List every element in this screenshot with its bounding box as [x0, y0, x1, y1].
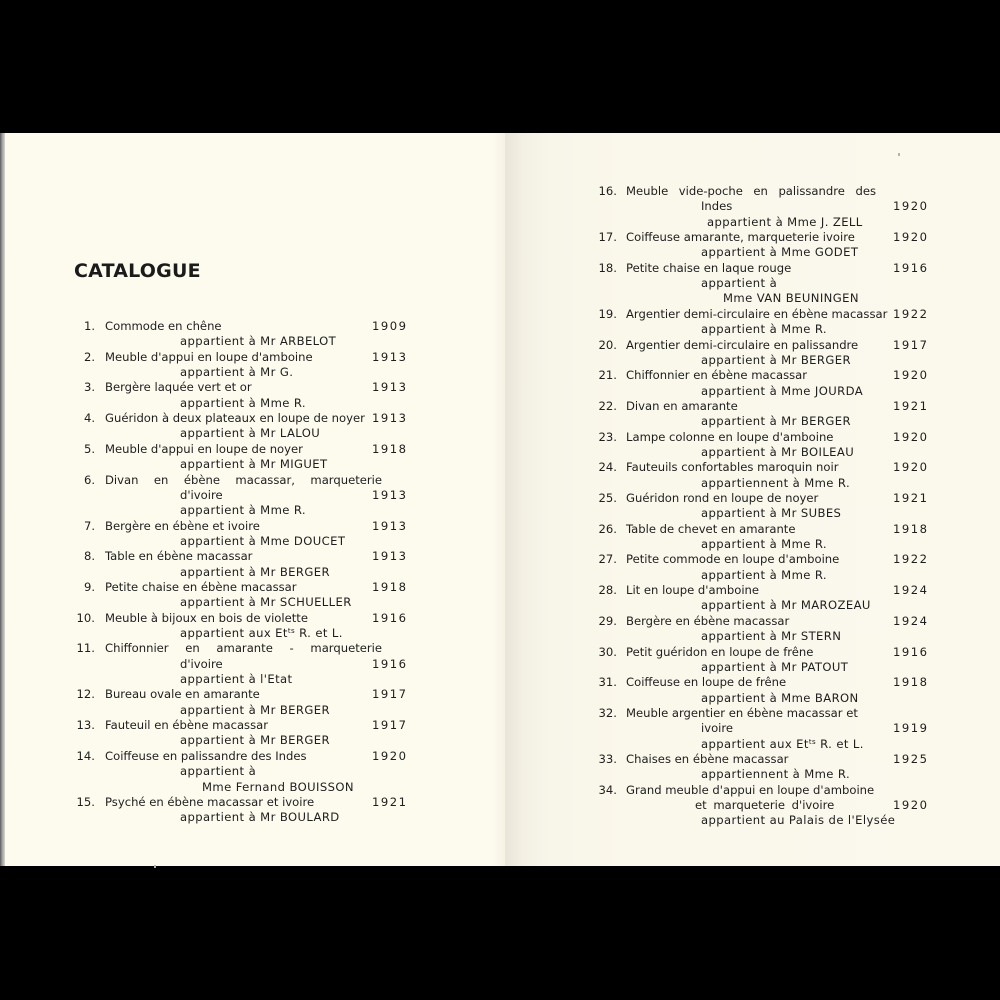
- entry-number: 19.: [598, 306, 617, 321]
- paper-speck: [898, 153, 900, 156]
- book-spread: [0, 133, 1000, 866]
- entry-number: 16.: [598, 184, 617, 198]
- entry-owner: appartiennent à Mme R.: [701, 475, 851, 490]
- entry-year: 1913: [372, 487, 408, 502]
- entry-year: 1921: [893, 491, 929, 505]
- entry-owner: appartient à Mr G.: [180, 365, 294, 380]
- entry-year: 1913: [372, 518, 408, 533]
- entry-description: Bergère en ébène macassar: [626, 613, 790, 628]
- entry-year: 1921: [372, 794, 408, 809]
- entry-owner: appartient à Mr LALOU: [180, 426, 321, 441]
- entry-year: 1920: [893, 199, 929, 214]
- entry-description: Meuble d'appui en loupe de noyer: [105, 441, 303, 456]
- entry-owner: appartient aux $Et^{ts}$ R. et L.: [180, 626, 343, 640]
- entry-owner: appartient à Mr BERGER: [180, 702, 330, 717]
- entry-description: Chaises en ébène macassar: [626, 751, 789, 766]
- entry-owner: appartient à Mr SUBES: [701, 506, 842, 521]
- entry-owner: Mme Fernand BOUISSON: [202, 779, 354, 794]
- entry-description: Coiffeuse amarante, marqueterie ivoire: [626, 230, 855, 245]
- entry-owner: appartient à Mme R.: [701, 322, 828, 337]
- superscript: ts: [808, 737, 817, 746]
- entry-year: 1913: [372, 380, 408, 395]
- entry-number: 24.: [598, 460, 617, 475]
- entry-owner: appartient à Mme R.: [180, 395, 307, 410]
- entry-description: Bergère en ébène et ivoire: [105, 518, 260, 533]
- entry-number: 26.: [598, 521, 617, 536]
- entry-description: Chiffonnier en ébène macassar: [626, 368, 808, 383]
- entry-number: 4.: [83, 411, 95, 426]
- superscript: ts: [287, 627, 296, 635]
- entry-description: Divan en amarante: [626, 398, 738, 413]
- entry-owner: appartient à Mr BERGER: [180, 564, 330, 579]
- entry-year: 1913: [372, 349, 408, 364]
- entry-number: 9.: [83, 579, 95, 594]
- entry-year: 1920: [893, 368, 929, 383]
- entry-owner: appartient aux $Et^{ts}$ R. et L.: [701, 736, 864, 751]
- entry-year: 1917: [372, 718, 408, 733]
- entry-year: 1909: [372, 319, 408, 333]
- entry-description: Meuble argentier en ébène macassar et: [626, 705, 858, 720]
- entry-description: Bergère laquée vert et or: [105, 380, 252, 395]
- entry-year: 1918: [372, 579, 408, 594]
- entry-number: 31.: [598, 675, 617, 690]
- entry-owner: appartient à Mr BERGER: [701, 414, 851, 429]
- entry-owner: appartient à Mme BARON: [701, 690, 859, 705]
- entry-owner: appartient à Mme DOUCET: [180, 533, 346, 548]
- entry-number: 23.: [598, 429, 617, 444]
- entry-number: 32.: [598, 705, 617, 720]
- entry-description: Guéridon à deux plateaux en loupe de noyer: [105, 411, 365, 426]
- entry-year: 1920: [893, 798, 929, 812]
- entry-number: 3.: [83, 380, 95, 395]
- entry-description: Petit guéridon en loupe de frêne: [626, 644, 814, 659]
- entry-description: Indes: [701, 199, 733, 214]
- entry-description: Divan en ébène macassar, marqueterie: [105, 472, 382, 487]
- entry-number: 27.: [598, 552, 617, 567]
- entry-owner: appartient à Mme GODET: [701, 245, 859, 260]
- entry-description: Petite chaise en laque rouge: [626, 260, 792, 275]
- entry-number: 6.: [83, 472, 95, 487]
- entry-owner: appartient à Mme R.: [180, 503, 307, 518]
- entry-owner: appartient à Mr PATOUT: [701, 659, 849, 674]
- entry-number: 12.: [76, 687, 95, 702]
- entry-owner: appartient à Mme R.: [701, 567, 828, 582]
- entry-number: 18.: [598, 260, 617, 275]
- entry-year: 1916: [372, 656, 408, 671]
- entry-number: 30.: [598, 644, 617, 659]
- entry-year: 1913: [372, 411, 408, 426]
- entry-description: Table en ébène macassar: [105, 549, 253, 564]
- entry-description: ivoire: [701, 721, 734, 736]
- entry-number: 5.: [83, 441, 95, 456]
- right-page: [505, 133, 1000, 866]
- entry-description: Bureau ovale en amarante: [105, 687, 260, 702]
- entry-number: 8.: [83, 549, 95, 564]
- entry-year: 1922: [893, 306, 929, 321]
- entry-owner: appartient à Mr SCHUELLER: [180, 595, 352, 610]
- entry-year: 1921: [893, 398, 929, 413]
- entry-owner: Mme VAN BEUNINGEN: [723, 291, 859, 306]
- entry-number: 20.: [598, 337, 617, 352]
- entry-number: 33.: [598, 751, 617, 766]
- entry-description: Meuble à bijoux en bois de violette: [105, 610, 308, 625]
- entry-description: Coiffeuse en loupe de frêne: [626, 675, 787, 690]
- entry-description: Fauteuils confortables maroquin noir: [626, 460, 839, 475]
- entry-owner: appartient à Mme R.: [701, 537, 828, 552]
- entry-year: 1916: [893, 260, 929, 275]
- entry-owner: appartient à l'Etat: [180, 672, 293, 687]
- entry-number: 7.: [83, 518, 95, 533]
- entry-number: 29.: [598, 613, 617, 628]
- entry-number: 15.: [76, 794, 95, 809]
- entry-year: 1916: [893, 644, 929, 659]
- entry-year: 1920: [893, 429, 929, 444]
- entry-number: 34.: [598, 782, 617, 797]
- entry-year: 1920: [893, 460, 929, 475]
- entry-description: Guéridon rond en loupe de noyer: [626, 491, 819, 505]
- entry-number: 1.: [83, 319, 95, 333]
- entry-number: 11.: [76, 641, 95, 656]
- left-page: [5, 133, 505, 866]
- entry-description: Coiffeuse en palissandre des Indes: [105, 748, 307, 763]
- catalogue-list-right: [505, 133, 1000, 866]
- entry-year: 1924: [893, 583, 929, 598]
- entry-owner: appartiennent à Mme R.: [701, 767, 851, 782]
- entry-number: 25.: [598, 491, 617, 505]
- entry-year: 1917: [372, 687, 408, 702]
- entry-owner: appartient à Mr MIGUET: [180, 457, 328, 472]
- entry-owner: appartient à Mr BOULARD: [180, 810, 340, 825]
- entry-year: 1919: [893, 721, 929, 736]
- entry-year: 1920: [372, 748, 408, 763]
- entry-description: Grand meuble d'appui en loupe d'amboine: [626, 782, 875, 797]
- entry-year: 1913: [372, 549, 408, 564]
- entry-description: et marqueterie d'ivoire: [695, 798, 835, 812]
- entry-description: Argentier demi-circulaire en palissandre: [626, 337, 859, 352]
- entry-description: d'ivoire: [180, 656, 223, 671]
- entry-description: Lit en loupe d'amboine: [626, 583, 760, 598]
- entry-description: Table de chevet en amarante: [626, 521, 796, 536]
- entry-description: Fauteuil en ébène macassar: [105, 718, 268, 733]
- entry-description: d'ivoire: [180, 487, 223, 502]
- entry-number: 17.: [598, 230, 617, 245]
- page-edge: [0, 133, 5, 866]
- entry-number: 14.: [76, 748, 95, 763]
- entry-number: 13.: [76, 718, 95, 733]
- entry-year: 1918: [893, 521, 929, 536]
- paper-speck: [154, 865, 156, 868]
- entry-year: 1918: [893, 675, 929, 690]
- entry-description: Meuble d'appui en loupe d'amboine: [105, 349, 313, 364]
- entry-description: Commode en chêne: [105, 319, 222, 333]
- entry-owner: appartient au Palais de l'Elysée: [701, 813, 896, 828]
- entry-number: 28.: [598, 583, 617, 598]
- entry-number: 22.: [598, 398, 617, 413]
- entry-year: 1916: [372, 610, 408, 625]
- entry-owner: appartient à Mr BERGER: [180, 733, 330, 748]
- entry-description: Psyché en ébène macassar et ivoire: [105, 794, 315, 809]
- entry-year: 1917: [893, 337, 929, 352]
- entry-year: 1925: [893, 751, 929, 766]
- entry-number: 10.: [76, 610, 95, 625]
- entry-description: Argentier demi-circulaire en ébène macassar: [626, 306, 888, 321]
- entry-year: 1918: [372, 441, 408, 456]
- entry-description: Chiffonnier en amarante - marqueterie: [105, 641, 382, 656]
- entry-number: 21.: [598, 368, 617, 383]
- entry-year: 1922: [893, 552, 929, 567]
- entry-number: 2.: [83, 349, 95, 364]
- entry-owner: appartient à Mme JOURDA: [701, 383, 864, 398]
- entry-description: Petite commode en loupe d'amboine: [626, 552, 840, 567]
- entry-owner: appartient à: [180, 764, 257, 779]
- entry-year: 1924: [893, 613, 929, 628]
- entry-owner: appartient à Mr BOILEAU: [701, 444, 855, 459]
- entry-owner: appartient à Mme J. ZELL: [707, 214, 863, 229]
- entry-year: 1920: [893, 230, 929, 245]
- catalogue-list-left: [5, 133, 505, 866]
- entry-owner: appartient à Mr STERN: [701, 629, 842, 644]
- entry-owner: appartient à Mr ARBELOT: [180, 334, 337, 349]
- entry-description: Petite chaise en ébène macassar: [105, 579, 297, 594]
- page-title: CATALOGUE: [74, 260, 201, 282]
- entry-owner: appartient à: [701, 276, 778, 291]
- entry-description: Lampe colonne en loupe d'amboine: [626, 429, 834, 444]
- entry-description: Meuble vide-poche en palissandre des: [626, 184, 876, 198]
- entry-owner: appartient à Mr BERGER: [701, 352, 851, 367]
- entry-owner: appartient à Mr MAROZEAU: [701, 598, 871, 613]
